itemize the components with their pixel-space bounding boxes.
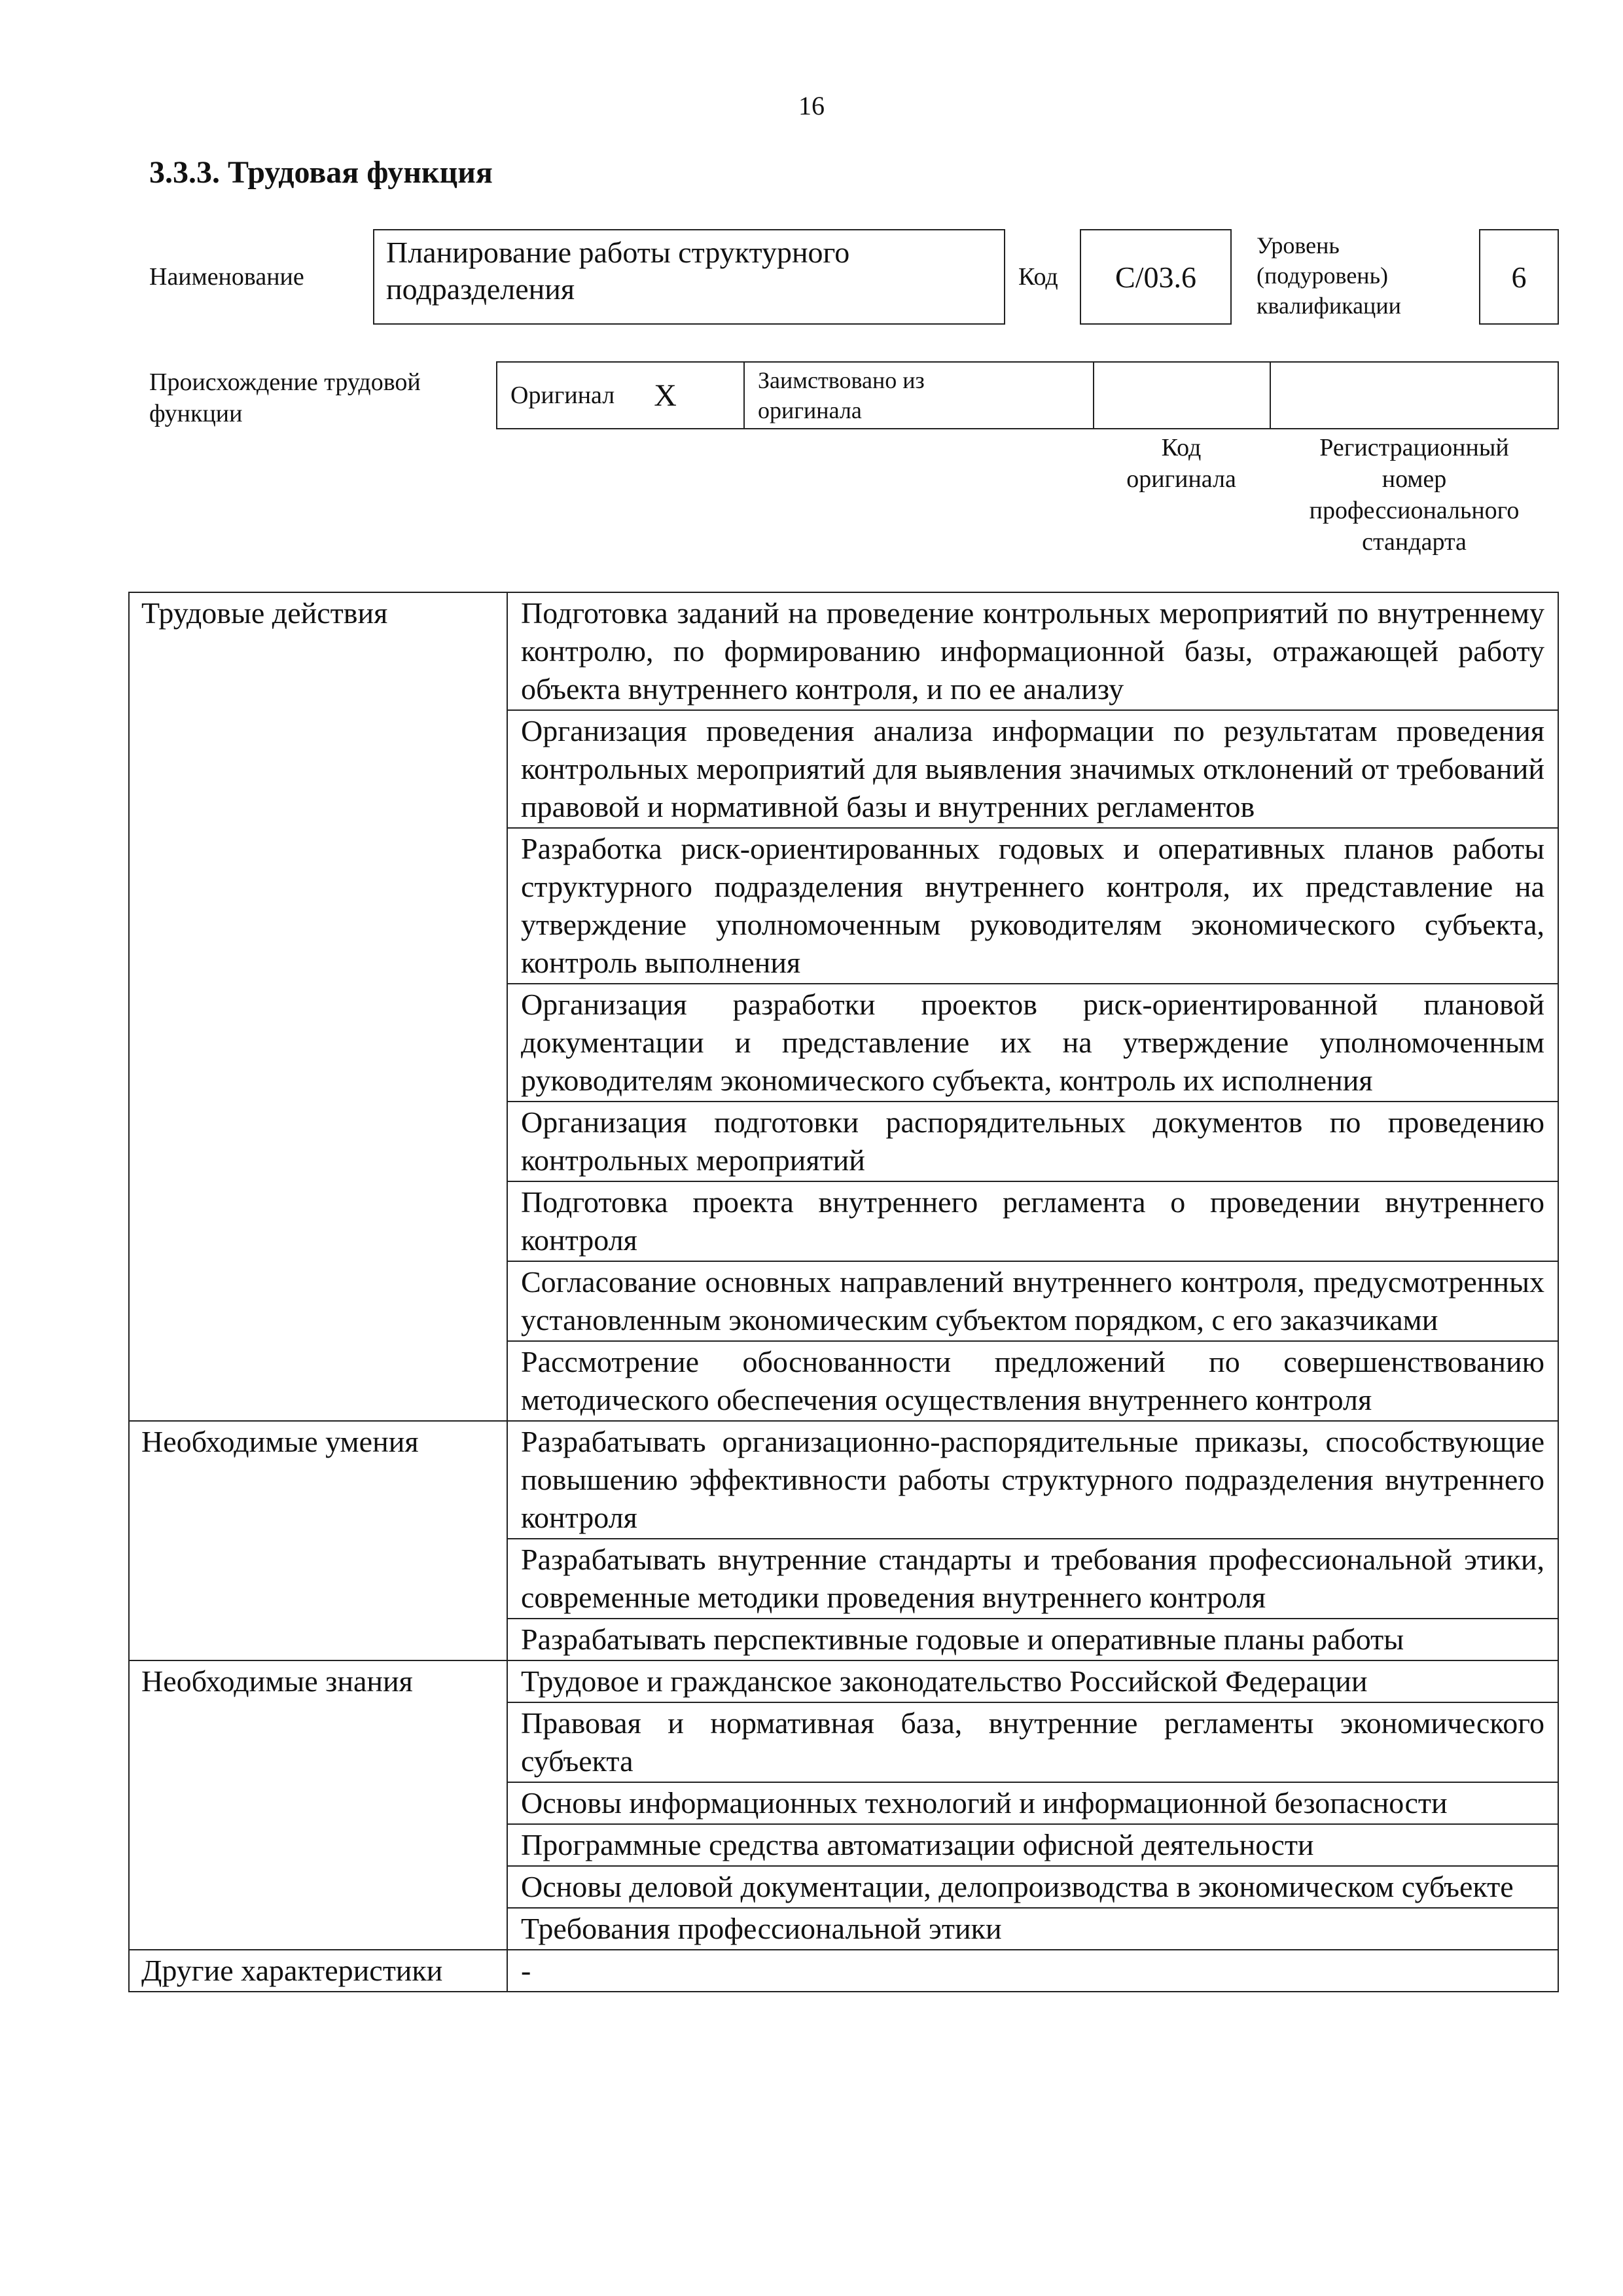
function-details-table <box>128 592 1559 1992</box>
registration-number-cell <box>1271 363 1558 428</box>
item-cell: Разрабатывать внутренние стандарты и требования профессиональной этики, современные методики проведения внутреннего контроля <box>507 1539 1558 1619</box>
item-cell: Разрабатывать перспективные годовые и оперативные планы работы <box>507 1619 1558 1660</box>
table-row <box>130 593 1558 710</box>
item-cell: Трудовое и гражданское законодательство Российской Федерации <box>507 1660 1558 1702</box>
table-row <box>130 1660 1558 1702</box>
original-mark: Х <box>654 378 677 413</box>
item-cell: Правовая и нормативная база, внутренние регламенты экономического субъекта <box>507 1702 1558 1782</box>
item-cell: Основы деловой документации, делопроизводства в экономическом субъекте <box>507 1866 1558 1908</box>
name-label: Наименование <box>149 263 304 291</box>
original-label: Оригинал <box>510 382 615 409</box>
category-cell: Необходимые знания <box>130 1660 507 1950</box>
original-cell <box>497 363 745 428</box>
level-label-line: Уровень <box>1257 232 1340 259</box>
item-cell: Согласование основных направлений внутреннего контроля, предусмотренных установленным экономическим субъектом порядком, с его заказчиками <box>507 1261 1558 1341</box>
category-cell: Трудовые действия <box>130 593 507 1421</box>
item-cell: Разрабатывать организационно-распорядительные приказы, способствующие повышению эффективности работы структурного подразделения внутреннего контроля <box>507 1421 1558 1539</box>
item-cell: Требования профессиональной этики <box>507 1908 1558 1950</box>
borrowed-label-line: Заимствовано из <box>758 367 925 393</box>
original-code-cell <box>1094 363 1271 428</box>
category-cell: Необходимые умения <box>130 1421 507 1660</box>
item-cell: Рассмотрение обоснованности предложений по совершенствованию методического обеспечения осуществления внутреннего контроля <box>507 1341 1558 1421</box>
section-title: 3.3.3. Трудовая функция <box>149 155 493 190</box>
item-cell: Разработка риск-ориентированных годовых и оперативных планов работы структурного подразделения внутреннего контроля, их представление на утверждение уполномоченным руководителям экономического субъекта, контроль выполнения <box>507 828 1558 984</box>
caption-line: Регистрационный <box>1319 434 1509 461</box>
item-cell: Организация разработки проектов риск-ориентированной плановой документации и представление их на утверждение уполномоченным руководителям экономического субъекта, контроль их исполнения <box>507 984 1558 1102</box>
origin-grid <box>496 361 1559 429</box>
qualification-level-label <box>1257 230 1401 321</box>
table-row <box>130 1421 1558 1539</box>
item-cell: Организация проведения анализа информации по результатам проведения контрольных мероприятий для выявления значимых отклонений от требований правовой и нормативной базы и внутренних регламентов <box>507 710 1558 828</box>
caption-line: стандарта <box>1362 528 1467 556</box>
item-cell: Подготовка проекта внутреннего регламента о проведении внутреннего контроля <box>507 1181 1558 1261</box>
item-cell: Программные средства автоматизации офисной деятельности <box>507 1824 1558 1866</box>
caption-line: профессионального <box>1309 497 1520 524</box>
item-cell: Организация подготовки распорядительных документов по проведению контрольных мероприятий <box>507 1102 1558 1181</box>
level-label-line: (подуровень) <box>1257 262 1388 289</box>
item-cell: Основы информационных технологий и информационной безопасности <box>507 1782 1558 1824</box>
table-row <box>130 1950 1558 1991</box>
category-cell: Другие характеристики <box>130 1950 507 1991</box>
item-cell: Подготовка заданий на проведение контрольных мероприятий по внутреннему контролю, по формированию информационной базы, отражающей работу объекта внутреннего контроля, и по ее анализу <box>507 593 1558 710</box>
code-label: Код <box>1018 263 1058 291</box>
item-cell: - <box>507 1950 1558 1991</box>
function-details-body <box>130 593 1558 1991</box>
level-label-line: квалификации <box>1257 293 1401 319</box>
caption-line: оригинала <box>1126 465 1236 493</box>
registration-number-caption <box>1270 432 1559 558</box>
caption-line: номер <box>1382 465 1447 493</box>
qualification-level-box: 6 <box>1479 229 1559 325</box>
caption-line: Код <box>1161 434 1202 461</box>
function-code-box: С/03.6 <box>1080 229 1232 325</box>
origin-label-line: функции <box>149 400 243 427</box>
function-name-box: Планирование работы структурного подразделения <box>373 229 1005 325</box>
borrowed-label-line: оригинала <box>758 397 862 423</box>
original-code-caption <box>1093 432 1270 495</box>
borrowed-cell <box>745 363 1094 428</box>
page-number: 16 <box>798 91 825 120</box>
origin-label <box>149 367 421 429</box>
origin-label-line: Происхождение трудовой <box>149 368 421 396</box>
